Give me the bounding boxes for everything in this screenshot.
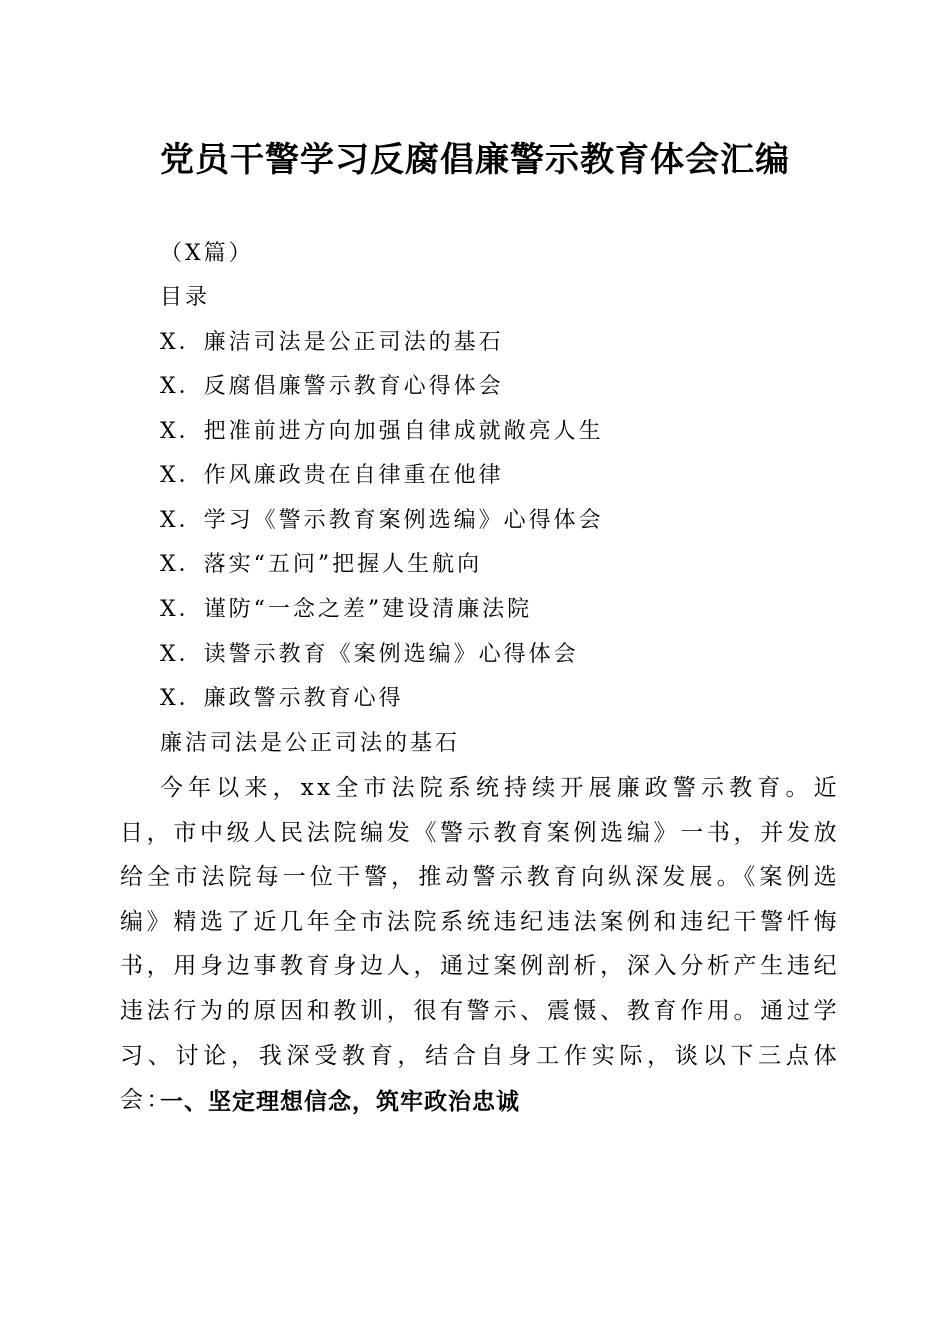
document-title: 党员干警学习反腐倡廉警示教育体会汇编 — [160, 140, 790, 180]
toc-item: X．读警示教育《案例选编》心得体会 — [160, 642, 579, 667]
section-heading: 一、坚定理想信念，筑牢政治忠诚 — [160, 1089, 520, 1115]
toc-label: 目录 — [160, 285, 211, 310]
article-title: 廉洁司法是公正司法的基石 — [160, 731, 461, 756]
toc-item: X．学习《警示教育案例选编》心得体会 — [160, 508, 604, 533]
toc-item: X．落实“五问”把握人生航向 — [160, 552, 483, 577]
document-subtitle: （X篇） — [160, 241, 254, 266]
toc-item: X．廉洁司法是公正司法的基石 — [160, 330, 504, 355]
toc-item: X．作风廉政贵在自律重在他律 — [160, 463, 504, 488]
toc-item: X．谨防“一念之差”建设清廉法院 — [160, 597, 533, 622]
toc-item: X．反腐倡廉警示教育心得体会 — [160, 374, 504, 399]
body-paragraph: 今年以来，xx全市法院系统持续开展廉政警示教育。近日，市中级人民法院编发《警示教育案例选编》一书，并发放给全市法院每一位干警，推动警示教育向纵深发展。《案例选编》精选了近几年全市法院系统违纪违法案例和违纪干警忏悔书，用身边事教育身边人，通过案例剖析，深入分析产生违纪违法行为的原因和教训，很有警示、震慑、教育作用。通过学习、讨论，我深受教育，结合自身工作实际，谈以下三点体会： — [120, 775, 840, 1114]
toc-item: X．廉政警示教育心得 — [160, 686, 404, 711]
toc-item: X．把准前进方向加强自律成就敞亮人生 — [160, 419, 604, 444]
